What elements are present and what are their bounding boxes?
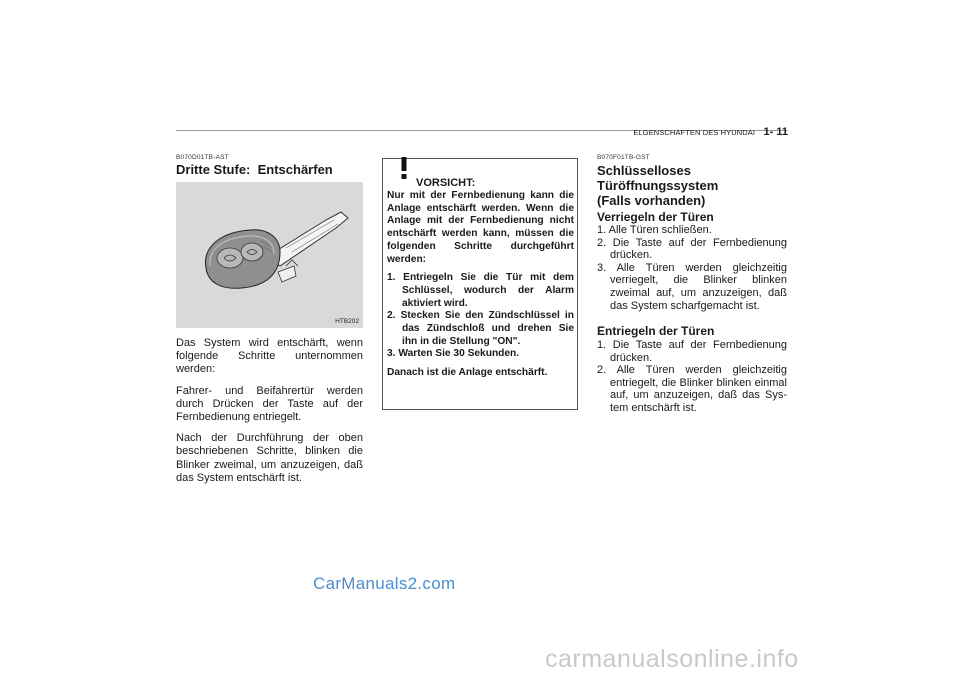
key-illustration [176,182,363,328]
warning-step: 3. Warten Sie 30 Sekunden. [387,348,520,360]
warning-step: 1. Entriegeln Sie die Tür mit dem Schlüssel, wodurch der Alarm aktiviert wird. [387,272,574,309]
lock-steps [597,224,787,312]
lock-step: 3. Alle Türen werden gleichzeitig verriegelt, die Blinker blinken zweimal auf, um anzuzeigen, daß das System scharfgemacht ist. [597,261,787,312]
running-header [612,122,788,140]
warning-intro: Nur mit der Fernbedienung kann die Anlage entschärft werden. Wenn die Anlage mit der Fernbedienung nicht entschärft werden kann, müssen die folgenden Schritte durchgeführt werden: [387,190,574,265]
section-code: B070D01TB-AST [176,154,229,161]
warning-steps [387,272,574,361]
section-heading [597,163,787,208]
lock-step: 2. Die Taste auf der Fernbedienung drücken. [597,236,787,262]
section-code: B070F01TB-GST [597,154,650,161]
heading-line: Schlüsselloses [597,163,691,178]
paragraph: Nach der Durchführung der oben beschriebenen Schritte, blinken die Blinker zweimal, um anzuzeigen, daß das System entschärft ist. [176,432,363,484]
warning-outro: Danach ist die Anlage entschärft. [387,367,548,379]
section-heading: Dritte Stufe: Entschärfen [176,162,333,177]
warning-title: VORSICHT: [416,177,476,189]
warning-text [387,190,574,386]
lock-heading: Verriegeln der Türen [597,210,714,224]
heading-line: (Falls vorhanden) [597,193,706,208]
figure-code: HTB202 [335,318,359,325]
site-watermark: carmanualsonline.info [545,645,799,673]
section-title: ELGENSCHAFTEN DES HYUNDAI [633,128,756,137]
unlock-heading: Entriegeln der Türen [597,324,715,338]
heading-line: Türöffnungssystem [597,178,719,193]
unlock-step: 2. Alle Türen werden gleichzeitig entriegelt, die Blinker blinken einmal auf, um anzuzeigen, daß das Sys- tem entschärft ist. [597,364,787,414]
lock-step: 1. Alle Türen schließen. [597,224,712,236]
remote-key-icon [176,182,363,328]
watermark-link[interactable]: CarManuals2.com [313,574,456,593]
warning-box [382,158,578,410]
warning-step: 2. Stecken Sie den Zündschlüssel in das Zündschloß und drehen Sie ihn in die Stellung "ON". [387,310,574,347]
left-body [176,337,363,493]
unlock-steps [597,339,787,415]
unlock-step: 1. Die Taste auf der Fernbedienung drücken. [597,339,787,364]
page-number: 1- 11 [763,126,788,138]
paragraph: Das System wird entschärft, wenn folgende Schritte unternommen werden: [176,337,363,376]
exclamation-triangle-icon [393,155,415,181]
paragraph: Fahrer- und Beifahrertür werden durch Drücken der Taste auf der Fernbedienung entriegelt. [176,384,363,424]
